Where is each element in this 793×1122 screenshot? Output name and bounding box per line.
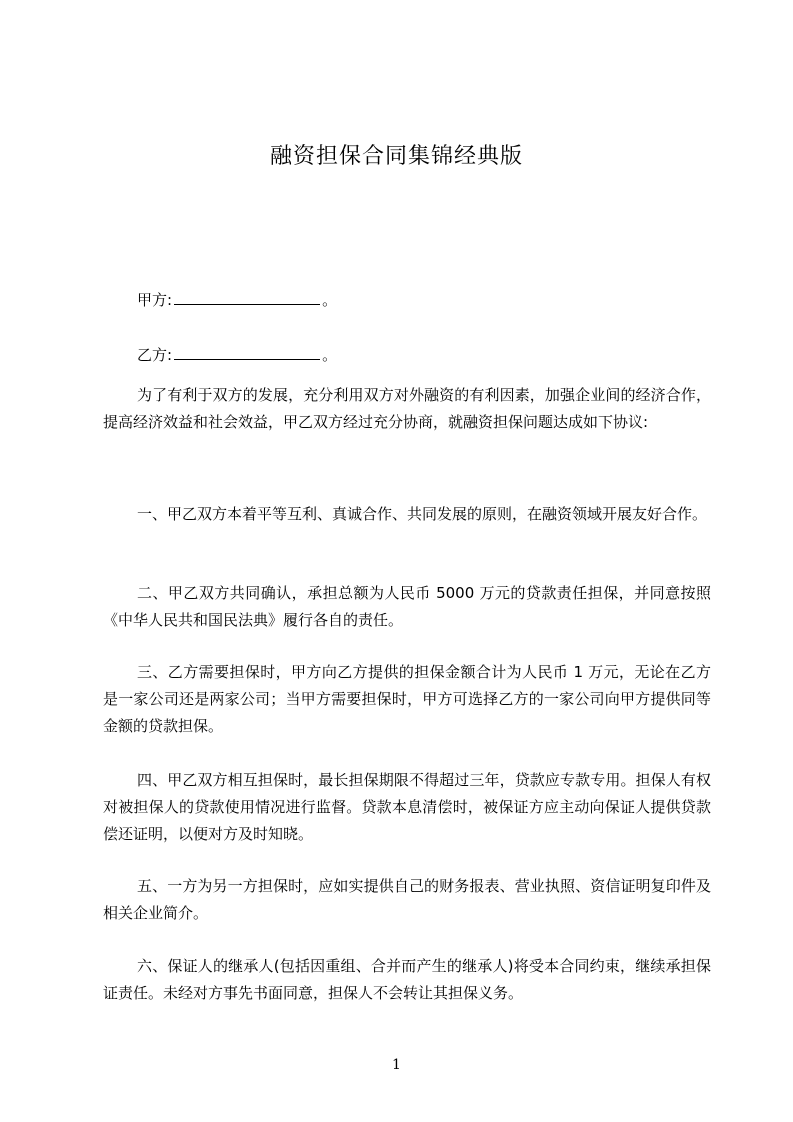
paragraph-clause-1: 一、甲乙双方本着平等互利、真诚合作、共同发展的原则，在融资领域开展友好合作。	[137, 505, 708, 523]
party-a-blank	[174, 289, 320, 305]
party-b-label: 乙方:	[137, 346, 173, 364]
paragraph-preamble: 为了有利于双方的发展，充分利用双方对外融资的有利因素，加强企业间的经济合作，提高经济效益和社会效益，甲乙双方经过充分协商，就融资担保问题达成如下协议:	[103, 386, 711, 431]
paragraph-clause-4: 四、甲乙双方相互担保时，最长担保期限不得超过三年，贷款应专款专用。担保人有权对被担保人的贷款使用情况进行监督。贷款本息清偿时，被保证方应主动向保证人提供贷款偿还证明，以便对方及时知晓。	[103, 771, 711, 843]
page-number: 1	[392, 1057, 401, 1073]
party-a-line	[137, 289, 337, 311]
paragraph-clause-6: 六、保证人的继承人(包括因重组、合并而产生的继承人)将受本合同约束，继续承担保证责任。未经对方事先书面同意，担保人不会转让其担保义务。	[103, 957, 711, 1002]
paragraph-clause-5: 五、一方为另一方担保时，应如实提供自己的财务报表、营业执照、资信证明复印件及相关企业简介。	[103, 877, 711, 922]
party-b-suffix: 。	[322, 346, 338, 364]
party-a-suffix: 。	[322, 291, 338, 309]
party-a-label: 甲方:	[137, 291, 173, 309]
party-b-line	[137, 344, 337, 366]
party-b-blank	[174, 344, 320, 360]
paragraph-clause-3: 三、乙方需要担保时，甲方向乙方提供的担保金额合计为人民币 1 万元，无论在乙方是一家公司还是两家公司；当甲方需要担保时，甲方可选择乙方的一家公司向甲方提供同等金额的贷款担保。	[103, 663, 711, 735]
paragraph-clause-2: 二、甲乙双方共同确认，承担总额为人民币 5000 万元的贷款责任担保，并同意按照《中华人民共和国民法典》履行各自的责任。	[103, 584, 711, 629]
document-title: 融资担保合同集锦经典版	[269, 144, 523, 169]
